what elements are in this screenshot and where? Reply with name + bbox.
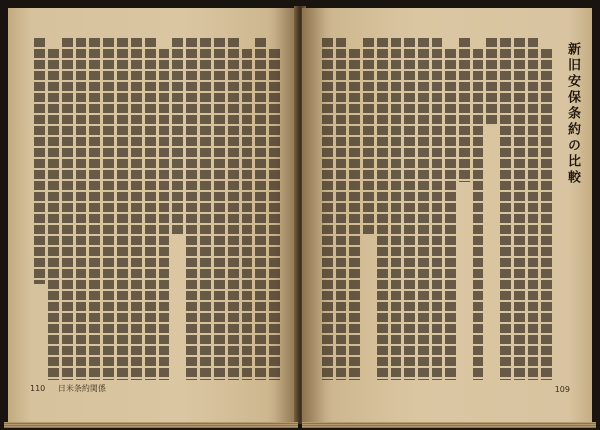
text-line [473, 49, 484, 380]
left-page-text-block [34, 38, 280, 380]
section-title: 新旧安保条約の比較 [565, 42, 580, 186]
right-footer [555, 385, 570, 394]
text-line [404, 38, 415, 380]
text-line [528, 38, 539, 380]
text-line [186, 38, 197, 380]
text-line [445, 49, 456, 380]
right-page-text-block [322, 38, 552, 380]
text-line [117, 38, 128, 380]
text-line [200, 38, 211, 380]
page-edges-left [4, 422, 298, 428]
text-line [391, 38, 402, 380]
text-line [349, 49, 360, 380]
text-line [459, 38, 470, 182]
text-line [214, 38, 225, 380]
text-line [336, 38, 347, 380]
text-line [145, 38, 156, 380]
fold-shadow [302, 8, 332, 422]
text-line [48, 49, 59, 380]
text-line [62, 38, 73, 380]
left-page [8, 8, 298, 422]
page-edges-right [302, 422, 596, 428]
text-line [363, 38, 374, 236]
text-line [159, 49, 170, 380]
text-line [34, 38, 45, 284]
page-number: 110 [30, 384, 46, 393]
text-line [486, 38, 497, 124]
text-line [228, 38, 239, 380]
text-line [172, 38, 183, 236]
left-footer [30, 383, 106, 394]
right-page [302, 8, 592, 422]
text-line [242, 49, 253, 380]
text-line [89, 38, 100, 380]
page-number: 109 [554, 385, 570, 394]
text-line [541, 49, 552, 380]
text-line [131, 38, 142, 380]
text-line [255, 38, 266, 380]
text-line [432, 38, 443, 380]
text-line [514, 38, 525, 380]
text-line [500, 38, 511, 380]
running-head: 日米条約関係 [57, 384, 106, 393]
text-line [418, 38, 429, 380]
text-line [76, 38, 87, 380]
text-line [103, 38, 114, 380]
text-line [377, 38, 388, 380]
